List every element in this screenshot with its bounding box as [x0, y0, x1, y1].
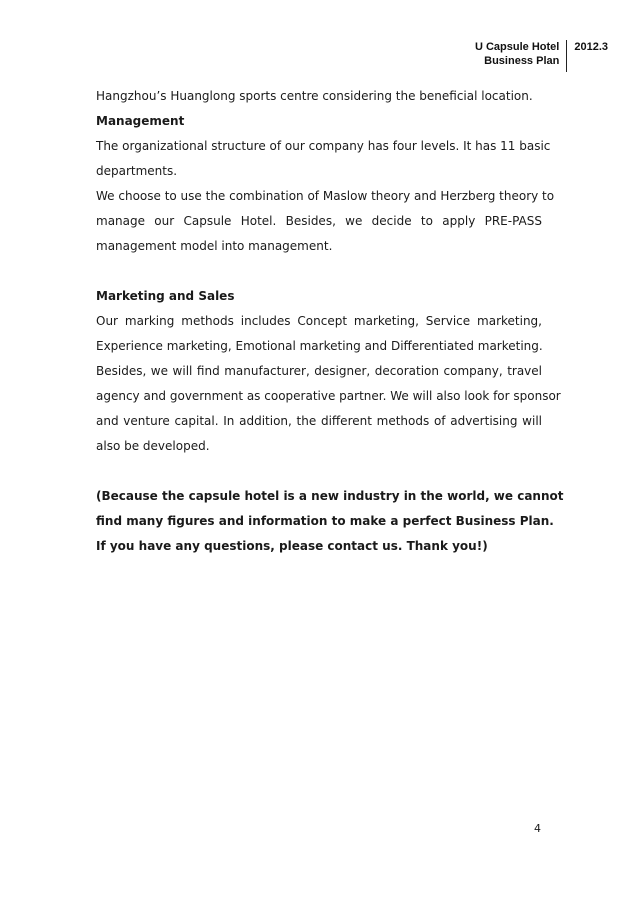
page-header [475, 40, 608, 72]
note-line: find many figures and information to make a perfect Business Plan. [96, 514, 554, 528]
note-line: If you have any questions, please contact us. Thank you!) [96, 539, 488, 553]
paragraph-gap [96, 459, 542, 484]
marketing-line: agency and government as cooperative partner. We will also look for sponsor [96, 389, 561, 403]
management-line: We choose to use the combination of Maslow theory and Herzberg theory to [96, 189, 555, 203]
marketing-line: Besides, we will find manufacturer, designer, decoration company, travel [96, 364, 542, 378]
document-body [96, 84, 564, 559]
management-line: manage our Capsule Hotel. Besides, we decide to apply PRE-PASS [96, 214, 542, 228]
marketing-line: and venture capital. In addition, the different methods of advertising will [96, 414, 542, 428]
marketing-line: Our marking methods includes Concept marketing, Service marketing, [96, 314, 542, 328]
header-title-line-1: U Capsule Hotel [474, 41, 560, 53]
management-line: management model into management. [96, 239, 333, 253]
note-line: (Because the capsule hotel is a new industry in the world, we cannot [96, 489, 564, 503]
marketing-line: Experience marketing, Emotional marketing and Differentiated marketing. [96, 339, 543, 353]
header-date: 2012.3 [574, 41, 608, 53]
management-line: The organizational structure of our company has four levels. It has 11 basic [96, 139, 551, 153]
header-title [475, 40, 567, 72]
marketing-heading: Marketing and Sales [96, 289, 235, 303]
header-title-line-2: Business Plan [484, 55, 560, 67]
page-number: 4 [534, 822, 541, 835]
paragraph-gap [96, 259, 542, 284]
management-line: departments. [96, 164, 178, 178]
management-heading: Management [96, 114, 185, 128]
marketing-line: also be developed. [96, 439, 210, 453]
intro-line: Hangzhou’s Huanglong sports centre considering the beneficial location. [96, 89, 533, 103]
